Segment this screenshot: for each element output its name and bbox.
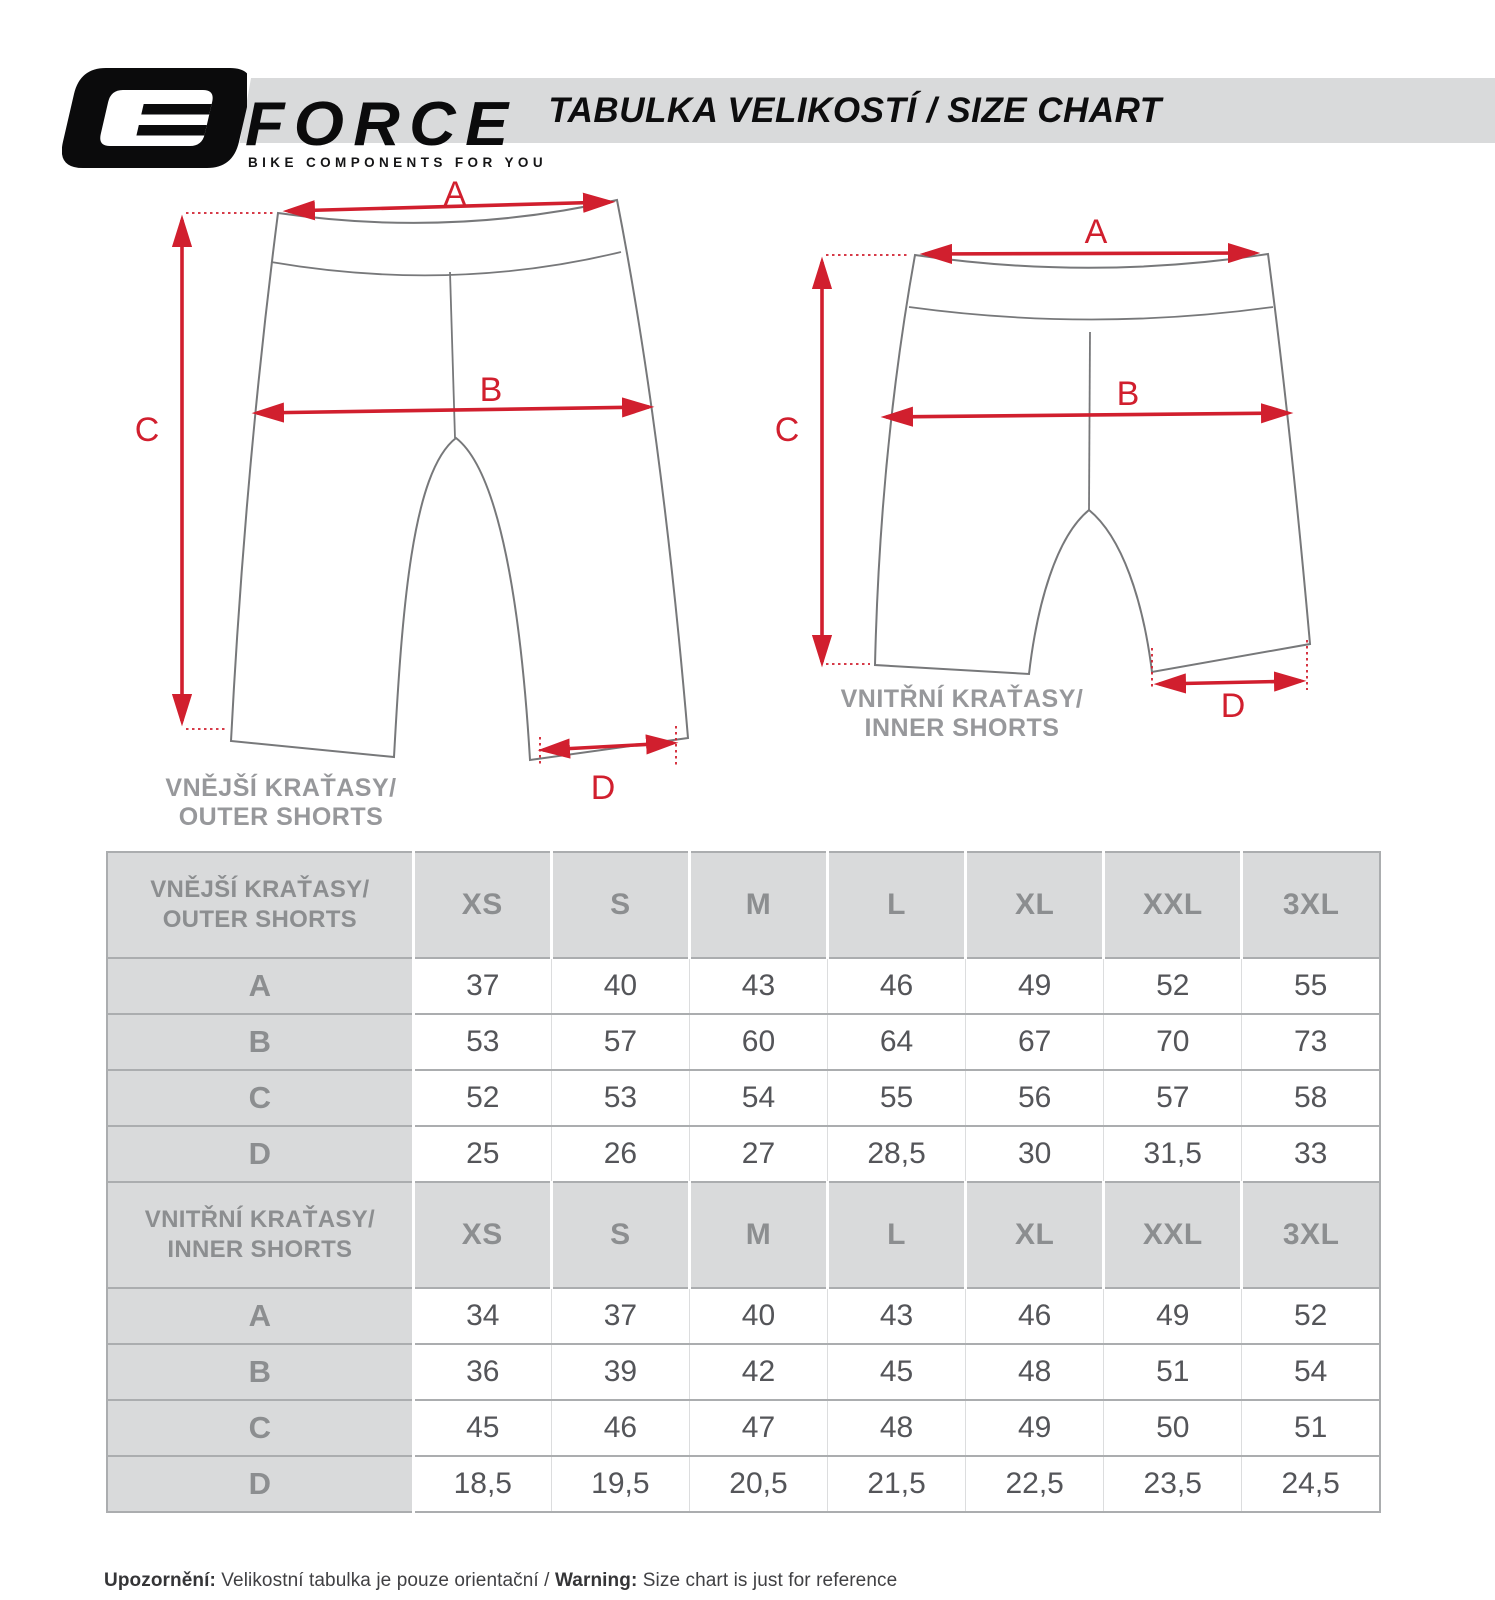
size-header-cell: XS [413, 852, 551, 958]
size-value-cell: 30 [966, 1126, 1104, 1182]
row-label-cell: D [107, 1456, 413, 1512]
outer-measure-c: C [134, 411, 160, 449]
size-value-cell: 27 [689, 1126, 827, 1182]
size-value-cell: 33 [1242, 1126, 1380, 1182]
size-value-cell: 24,5 [1242, 1456, 1380, 1512]
size-value-cell: 49 [1104, 1288, 1242, 1344]
size-value-cell: 60 [689, 1014, 827, 1070]
size-header-cell: 3XL [1242, 1182, 1380, 1288]
row-label-cell: B [107, 1344, 413, 1400]
outer-measure-a: A [443, 175, 467, 213]
size-value-cell: 57 [551, 1014, 689, 1070]
warning-en-label: Warning: [554, 1570, 638, 1591]
size-value-cell: 47 [689, 1400, 827, 1456]
size-value-cell: 46 [966, 1288, 1104, 1344]
size-value-cell: 26 [551, 1126, 689, 1182]
size-value-cell: 46 [551, 1400, 689, 1456]
inner-shorts-caption-line1: VNITŘNÍ KRAŤASY/ [840, 685, 1084, 713]
size-value-cell: 19,5 [551, 1456, 689, 1512]
inner-shorts-caption-line2: INNER SHORTS [864, 714, 1060, 742]
size-value-cell: 37 [413, 958, 551, 1014]
size-value-cell: 34 [413, 1288, 551, 1344]
table-row [107, 1400, 1380, 1456]
inner-header-line2: INNER SHORTS [167, 1236, 353, 1263]
table-row [107, 958, 1380, 1014]
size-value-cell: 70 [1104, 1014, 1242, 1070]
size-value-cell: 57 [1104, 1070, 1242, 1126]
outer-shorts-header-cell [107, 852, 413, 958]
inner-shorts-header-cell [107, 1182, 413, 1288]
size-value-cell: 53 [413, 1014, 551, 1070]
page-title: TABULKA VELIKOSTÍ / SIZE CHART [548, 91, 1162, 130]
table-row [107, 1344, 1380, 1400]
outer-header-line2: OUTER SHORTS [162, 906, 357, 933]
size-value-cell: 54 [689, 1070, 827, 1126]
inner-measure-d: D [1220, 687, 1246, 725]
size-value-cell: 28,5 [828, 1126, 966, 1182]
size-value-cell: 49 [966, 1400, 1104, 1456]
size-value-cell: 55 [828, 1070, 966, 1126]
brand-wordmark: FORCE [245, 90, 518, 159]
size-value-cell: 21,5 [828, 1456, 966, 1512]
warning-cz-text: Velikostní tabulka je pouze orientační / [215, 1570, 555, 1591]
size-value-cell: 52 [1242, 1288, 1380, 1344]
size-header-cell: S [551, 852, 689, 958]
size-header-cell: L [828, 852, 966, 958]
warning-en-text: Size chart is just for reference [637, 1570, 898, 1591]
size-value-cell: 48 [966, 1344, 1104, 1400]
size-value-cell: 18,5 [413, 1456, 551, 1512]
size-value-cell: 50 [1104, 1400, 1242, 1456]
size-value-cell: 22,5 [966, 1456, 1104, 1512]
size-value-cell: 67 [966, 1014, 1104, 1070]
size-value-cell: 37 [551, 1288, 689, 1344]
size-value-cell: 49 [966, 958, 1104, 1014]
size-value-cell: 52 [1104, 958, 1242, 1014]
row-label-cell: A [107, 958, 413, 1014]
size-value-cell: 23,5 [1104, 1456, 1242, 1512]
size-header-cell: XL [966, 1182, 1104, 1288]
size-header-cell: 3XL [1242, 852, 1380, 958]
size-header-cell: XXL [1104, 1182, 1242, 1288]
table-row [107, 1456, 1380, 1512]
size-value-cell: 64 [828, 1014, 966, 1070]
size-table [106, 851, 1381, 1513]
table-row [107, 1014, 1380, 1070]
size-value-cell: 48 [828, 1400, 966, 1456]
inner-measure-a: A [1084, 213, 1108, 251]
table-row [107, 1288, 1380, 1344]
table-row [107, 1126, 1380, 1182]
table-row [107, 1070, 1380, 1126]
outer-shorts-caption-line2: OUTER SHORTS [178, 803, 384, 831]
size-value-cell: 58 [1242, 1070, 1380, 1126]
size-value-cell: 31,5 [1104, 1126, 1242, 1182]
inner-shorts-header-row [107, 1182, 1380, 1288]
row-label-cell: C [107, 1070, 413, 1126]
outer-shorts-header-row [107, 852, 1380, 958]
size-header-cell: S [551, 1182, 689, 1288]
size-value-cell: 53 [551, 1070, 689, 1126]
row-label-cell: B [107, 1014, 413, 1070]
brand-tagline: BIKE COMPONENTS FOR YOU [248, 155, 547, 170]
size-value-cell: 43 [828, 1288, 966, 1344]
row-label-cell: C [107, 1400, 413, 1456]
row-label-cell: A [107, 1288, 413, 1344]
size-header-cell: M [689, 852, 827, 958]
size-value-cell: 51 [1242, 1400, 1380, 1456]
inner-shorts-drawing [775, 213, 1310, 742]
size-value-cell: 46 [828, 958, 966, 1014]
size-value-cell: 42 [689, 1344, 827, 1400]
inner-measure-b: B [1116, 375, 1140, 413]
warning-footnote [104, 1570, 897, 1592]
size-value-cell: 25 [413, 1126, 551, 1182]
size-header-cell: M [689, 1182, 827, 1288]
size-value-cell: 52 [413, 1070, 551, 1126]
size-value-cell: 45 [413, 1400, 551, 1456]
size-value-cell: 36 [413, 1344, 551, 1400]
size-header-cell: XS [413, 1182, 551, 1288]
outer-header-line1: VNĚJŠÍ KRAŤASY/ [150, 876, 370, 903]
warning-cz-label: Upozornění: [104, 1570, 216, 1591]
size-value-cell: 40 [551, 958, 689, 1014]
size-header-cell: XL [966, 852, 1104, 958]
size-value-cell: 43 [689, 958, 827, 1014]
size-value-cell: 54 [1242, 1344, 1380, 1400]
outer-measure-d: D [590, 769, 616, 807]
outer-measure-b: B [479, 371, 503, 409]
outer-shorts-drawing [135, 175, 688, 831]
size-header-cell: L [828, 1182, 966, 1288]
inner-header-line1: VNITŘNÍ KRAŤASY/ [144, 1206, 375, 1233]
size-value-cell: 55 [1242, 958, 1380, 1014]
inner-measure-c: C [774, 411, 800, 449]
size-value-cell: 73 [1242, 1014, 1380, 1070]
size-value-cell: 45 [828, 1344, 966, 1400]
size-value-cell: 39 [551, 1344, 689, 1400]
size-header-cell: XXL [1104, 852, 1242, 958]
row-label-cell: D [107, 1126, 413, 1182]
size-value-cell: 56 [966, 1070, 1104, 1126]
size-value-cell: 20,5 [689, 1456, 827, 1512]
size-value-cell: 51 [1104, 1344, 1242, 1400]
outer-shorts-caption-line1: VNĚJŠÍ KRAŤASY/ [165, 774, 397, 802]
size-value-cell: 40 [689, 1288, 827, 1344]
